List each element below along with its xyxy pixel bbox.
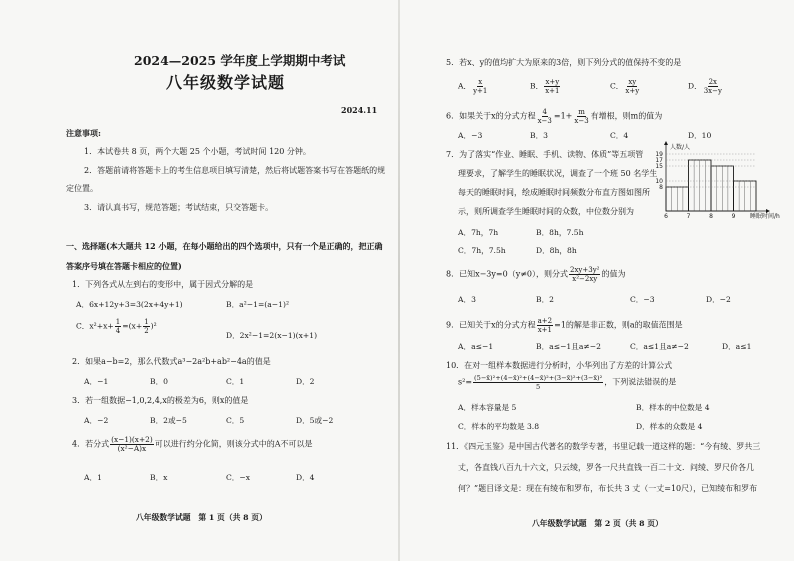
- q6-fraction-2: $\frac{m}{x-3}$: [574, 108, 589, 125]
- question-5: 5．若x、y的值均扩大为原来的3倍，则下列分式的值保持不变的是: [446, 58, 682, 67]
- q6-option-d: D．10: [688, 131, 712, 140]
- q7-option-b: B．8h，7.5h: [536, 228, 584, 237]
- notice-1: 1．本试卷共 8 页，两个大题 25 个小题，考试时间 120 分钟。: [84, 147, 311, 156]
- page-2: [400, 0, 794, 561]
- question-2: 2．如果a−b=2，那么代数式a³−2a²b+ab²−4a的值是: [72, 357, 271, 366]
- q10-option-d: D．样本的众数是 4: [636, 422, 703, 431]
- notice-2a: 2．答题前请将答题卡上的考生信息项目填写清楚，然后将试题答案书写在答题纸的规: [84, 166, 386, 175]
- q8-fraction: $\frac{\text{2xy+3y²}}{\text{x²−2xy}}$: [570, 266, 600, 283]
- q2-option-d: D．2: [296, 377, 315, 386]
- x-tick-label: 8: [709, 213, 713, 220]
- section-1-heading: 一、选择题(本大题共 12 小题，在每小题给出的四个选项中，只有一个是正确的，把正确: [66, 241, 383, 251]
- q1c-fraction-2: $\frac{1}{2}$: [144, 318, 149, 335]
- q1-option-a: A．6x+12y+3=3(2x+4y+1): [76, 300, 183, 309]
- q3-option-d: D．5或−2: [296, 416, 334, 425]
- q9-option-d: D．a≤1: [722, 342, 752, 351]
- page-1-footer: 八年级数学试题 第 1 页（共 8 页）: [136, 513, 267, 522]
- question-3: 3．若一组数据−1,0,2,4,x的极差为6，则x的值是: [72, 396, 249, 405]
- q5-option-d: D． $\frac{2x}{3x-y}$: [688, 78, 722, 95]
- y-tick-label: 10: [655, 178, 663, 185]
- y-axis-label: 人数/人: [670, 144, 691, 151]
- q4-option-c: C．−x: [226, 473, 251, 482]
- q4-text-2: 可以进行约分化简，则该分式中的A不可以是: [154, 439, 313, 449]
- q5-option-c: C． $\frac{xy}{x+y}$: [610, 78, 640, 95]
- q1c-text-3: )²: [150, 321, 157, 331]
- q5d-fraction: $\frac{2x}{3x-y}$: [703, 78, 722, 95]
- q7-option-c: C．7h，7.5h: [458, 246, 506, 255]
- question-4: [72, 436, 313, 453]
- q3-option-c: C．5: [226, 416, 245, 425]
- y-tick-label: 15: [655, 163, 663, 170]
- page-2-footer: 八年级数学试题 第 2 页（共 8 页）: [532, 519, 663, 528]
- q9-option-a: A．a≤−1: [458, 342, 494, 351]
- q10-formula: s²= $\frac{\text{(5−x̄)²+(4−x̄)²+(4−x̄)²+(3−x̄)²+(3−x̄)²}}{5}$ ，下列说法错误的是: [458, 374, 677, 391]
- q9-fraction: $\frac{a+2}{x+1}$: [537, 317, 553, 334]
- exam-date: 2024.11: [341, 105, 378, 115]
- q4-option-d: D．4: [296, 473, 315, 482]
- q4-option-b: B．x: [150, 473, 168, 482]
- question-7-line-1: 7．为了落实“作业、睡眠、手机、读物、体质”等五项管: [446, 150, 644, 159]
- question-8: 8．已知x−3y=0（y≠0），则分式 $\frac{\text{2xy+3y²}}{\text{x²−2xy}}$ 的值为: [446, 266, 626, 283]
- question-11-line-1: 11．《四元玉鉴》是中国古代著名的数学专著，书里记载一道这样的题：“今有绫、罗共三: [446, 442, 761, 451]
- q9-option-c: C．a≤1且a≠−2: [630, 342, 689, 351]
- q5c-fraction: $\frac{xy}{x+y}$: [625, 78, 640, 95]
- q5a-fraction: $\frac{x}{y+1}$: [473, 78, 488, 95]
- q4-fraction: $\frac{(x-1)(x+2)}{\text{(x²−A)x}}$: [111, 435, 153, 453]
- notice-3: 3．请认真书写，规范答题；考试结束，只交答题卡。: [84, 203, 274, 212]
- q10-fraction: $\frac{\text{(5−x̄)²+(4−x̄)²+(4−x̄)²+(3−x̄)²+(3−x̄)²}}{5}$: [474, 374, 603, 391]
- x-tick-label: 6: [664, 213, 668, 220]
- q6-option-c: C．4: [610, 131, 629, 140]
- question-7-line-2: 理要求，了解学生的睡眠状况，调查了一个班 50 名学生: [458, 169, 658, 178]
- question-6: 6．如果关于x的分式方程 $\frac{4}{x-3}$ =1+ $\frac{m}{x-3}$ 有增根，则m的值为: [446, 108, 663, 125]
- q3-option-b: B．2或−5: [150, 416, 187, 425]
- y-tick-label: 8: [659, 184, 663, 191]
- x-tick-label: 7: [686, 213, 691, 220]
- question-1: 1．下列各式从左到右的变形中，属于因式分解的是: [72, 280, 254, 289]
- q6-option-b: B．3: [530, 131, 549, 140]
- q2-option-c: C．1: [226, 377, 245, 386]
- q7-option-a: A．7h，7h: [458, 228, 499, 237]
- sleep-histogram: [650, 141, 790, 221]
- q7-option-d: D．8h，8h: [536, 246, 577, 255]
- q8-option-c: C．−3: [630, 295, 655, 304]
- y-tick-label: 17: [655, 157, 663, 164]
- question-11-line-2: 丈，各直钱八百九十六文，只云绫，罗各一尺共直钱一百二十文．问绫、罗尺价各几: [458, 463, 754, 472]
- q1c-text-2: =(x+: [122, 321, 143, 331]
- q5-option-a: A． $\frac{x}{y+1}$: [458, 78, 488, 95]
- question-7-line-3: 每天的睡眠时间，绘成睡眠时间频数分布直方图如图所: [458, 188, 650, 197]
- q5-option-b: B． $\frac{x+y}{x+1}$: [530, 78, 560, 95]
- q4-text: 4．若分式: [72, 439, 110, 449]
- q6-fraction-1: $\frac{4}{x-3}$: [537, 108, 552, 125]
- q4-option-a: A．1: [84, 473, 102, 482]
- x-axis-label: 睡眠时间/h: [750, 213, 780, 220]
- q8-option-b: B．2: [536, 295, 555, 304]
- q1c-text: C．x²+x+: [76, 321, 114, 331]
- q8-option-d: D．−2: [706, 295, 731, 304]
- y-tick-label: 19: [655, 151, 663, 158]
- question-11-line-3: 何？”题目译文是：现在有绫布和罗布，布长共 3 丈（一丈=10尺），已知绫布和罗布: [458, 484, 758, 493]
- x-tick-label: 9: [731, 213, 736, 220]
- q3-option-a: A．−2: [84, 416, 109, 425]
- q2-option-b: B．0: [150, 377, 169, 386]
- q10-option-b: B．样本的中位数是 4: [636, 403, 710, 412]
- q10-option-c: C．样本的平均数是 3.8: [458, 422, 540, 431]
- q1c-fraction: $\frac{1}{4}$: [115, 318, 121, 335]
- section-1-heading-cont: 答案序号填在答题卡相应的位置): [66, 261, 182, 271]
- q6-option-a: A．−3: [458, 131, 483, 140]
- q1-option-b: B．a²−1=(a−1)²: [226, 300, 289, 309]
- q9-option-b: B．a≤−1且a≠−2: [536, 342, 601, 351]
- q5b-fraction: $\frac{x+y}{x+1}$: [545, 78, 560, 95]
- notice-2b: 定位置。: [66, 184, 98, 193]
- q1-option-c: [76, 318, 157, 335]
- question-9: 9．已知关于x的分式方程 $\frac{a+2}{x+1}$ =1的解是非正数，则a的取值范围是: [446, 317, 683, 334]
- y-axis-arrow: [664, 141, 668, 145]
- q8-option-a: A．3: [458, 295, 476, 304]
- q10-option-a: A．样本容量是 5: [458, 403, 517, 412]
- question-10: 10．在对一组样本数据进行分析时，小华列出了方差的计算公式: [446, 361, 673, 370]
- notice-heading: 注意事项:: [66, 128, 101, 138]
- exam-title: 2024—2025 学年度上学期期中考试: [134, 53, 346, 68]
- exam-subtitle: 八年级数学试题: [166, 73, 286, 92]
- q1-option-d: D．2x²−1=2(x−1)(x+1): [226, 331, 318, 340]
- q2-option-a: A．−1: [84, 377, 109, 386]
- question-7-line-4: 示，则所调查学生睡眠时间的众数，中位数分别为: [458, 207, 634, 216]
